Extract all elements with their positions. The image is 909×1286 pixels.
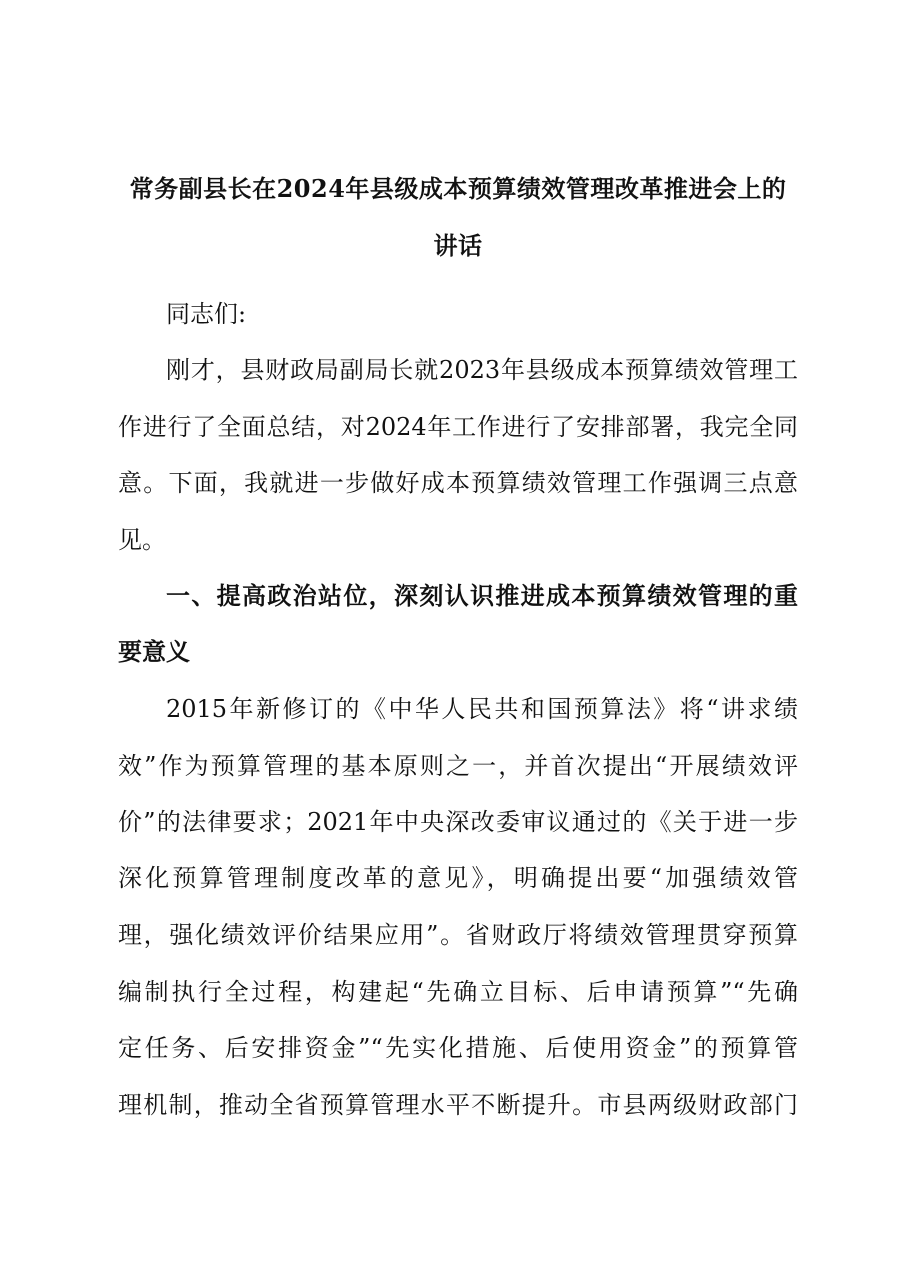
section-heading: 一、提高政治站位，深刻认识推进成本预算绩效管理的重 xyxy=(166,582,798,610)
paragraph-line: 见。 xyxy=(118,526,166,554)
paragraph-line: 定任务、后安排资金”“先实化措施、后使用资金”的预算管 xyxy=(118,1034,798,1062)
section-heading: 要意义 xyxy=(118,638,190,666)
paragraph-line: 理机制，推动全省预算管理水平不断提升。市县两级财政部门 xyxy=(118,1091,798,1119)
paragraph-line: 2015年新修订的《中华人民共和国预算法》将“讲求绩 xyxy=(166,695,798,723)
paragraph-line: 效”作为预算管理的基本原则之一，并首次提出“开展绩效评 xyxy=(118,752,798,780)
paragraph-line: 作进行了全面总结，对2024年工作进行了安排部署，我完全同 xyxy=(118,413,798,441)
paragraph-line: 编制执行全过程，构建起“先确立目标、后申请预算”“先确 xyxy=(118,978,798,1006)
document-title: 常务副县长在2024年县级成本预算绩效管理改革推进会上的讲话 xyxy=(129,174,787,260)
paragraph-line: 深化预算管理制度改革的意见》，明确提出要“加强绩效管 xyxy=(118,864,798,892)
paragraph-line: 刚才，县财政局副局长就2023年县级成本预算绩效管理工 xyxy=(166,356,798,384)
paragraph-line: 价”的法律要求；2021年中央深改委审议通过的《关于进一步 xyxy=(118,808,798,836)
paragraph-line: 意。下面，我就进一步做好成本预算绩效管理工作强调三点意 xyxy=(118,469,798,497)
paragraph-line: 理，强化绩效评价结果应用”。省财政厅将绩效管理贯穿预算 xyxy=(118,921,798,949)
salutation: 同志们: xyxy=(166,300,247,328)
